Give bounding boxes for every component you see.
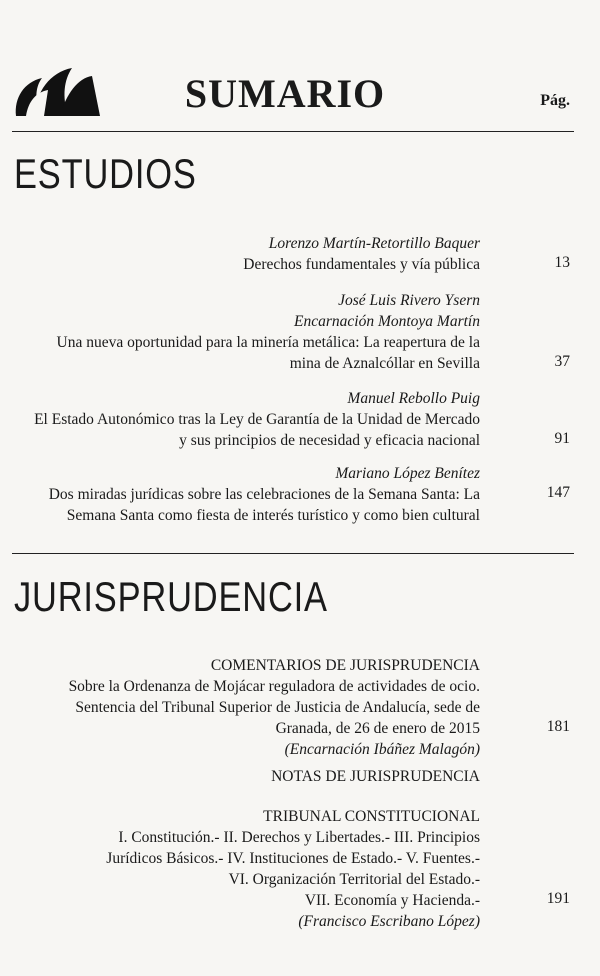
section-divider	[12, 553, 574, 554]
entry-title: Una nueva oportunidad para la minería metálica: La reapertura de la	[56, 334, 480, 351]
entry-title: Derechos fundamentales y vía pública	[243, 256, 480, 273]
entry-title: y sus principios de necesidad y eficacia nacional	[179, 432, 480, 449]
entry-author: José Luis Rivero Ysern	[338, 292, 480, 309]
comentarios-entry[interactable]	[20, 655, 480, 760]
toc-entry[interactable]	[20, 463, 480, 526]
entry-title: VII. Economía y Hacienda.-	[304, 892, 480, 909]
toc-entry[interactable]	[20, 388, 480, 451]
entry-title: mina de Aznalcóllar en Sevilla	[289, 355, 480, 372]
entry-title: Jurídicos Básicos.- IV. Instituciones de Estado.- V. Fuentes.-	[106, 850, 480, 867]
entry-title: Dos miradas jurídicas sobre las celebraciones de la Semana Santa: La	[48, 486, 480, 503]
section-heading-estudios: ESTUDIOS	[14, 150, 197, 197]
entry-page-number: 181	[546, 718, 570, 735]
entry-title: Sobre la Ordenanza de Mojácar reguladora de actividades de ocio.	[68, 678, 480, 695]
entry-page-number: 91	[554, 430, 570, 447]
entry-author: (Encarnación Ibáñez Malagón)	[284, 741, 480, 758]
entry-title: I. Constitución.- II. Derechos y Libertades.- III. Principios	[118, 829, 480, 846]
entry-page-number: 13	[554, 254, 570, 271]
header-divider	[12, 131, 574, 132]
entry-title: VI. Organización Territorial del Estado.-	[228, 871, 480, 888]
entry-author: Encarnación Montoya Martín	[294, 313, 480, 330]
page-column-label: Pág.	[540, 92, 570, 109]
entry-title: El Estado Autonómico tras la Ley de Garantía de la Unidad de Mercado	[34, 411, 480, 428]
subsection-label: COMENTARIOS DE JURISPRUDENCIA	[210, 657, 480, 674]
subsection-label: TRIBUNAL CONSTITUCIONAL	[263, 808, 480, 825]
entry-page-number: 191	[546, 890, 570, 907]
toc-entry[interactable]	[20, 290, 480, 374]
entry-title: Granada, de 26 de enero de 2015	[275, 720, 480, 737]
entry-title: Semana Santa como fiesta de interés turístico y como bien cultural	[66, 507, 480, 524]
entry-page-number: 147	[546, 484, 570, 501]
toc-entry[interactable]	[20, 233, 480, 275]
tribunal-entry[interactable]	[20, 806, 480, 932]
page-title: SUMARIO	[184, 71, 386, 116]
entry-author: (Francisco Escribano López)	[298, 913, 480, 930]
entry-title: Sentencia del Tribunal Superior de Justicia de Andalucía, sede de	[75, 699, 480, 716]
subsection-label-notas: NOTAS DE JURISPRUDENCIA	[271, 768, 480, 785]
entry-author: Mariano López Benítez	[335, 465, 480, 482]
entry-author: Manuel Rebollo Puig	[347, 390, 480, 407]
entry-author: Lorenzo Martín-Retortillo Baquer	[268, 235, 480, 252]
section-heading-jurisprudencia: JURISPRUDENCIA	[14, 573, 328, 620]
entry-page-number: 37	[554, 353, 570, 370]
